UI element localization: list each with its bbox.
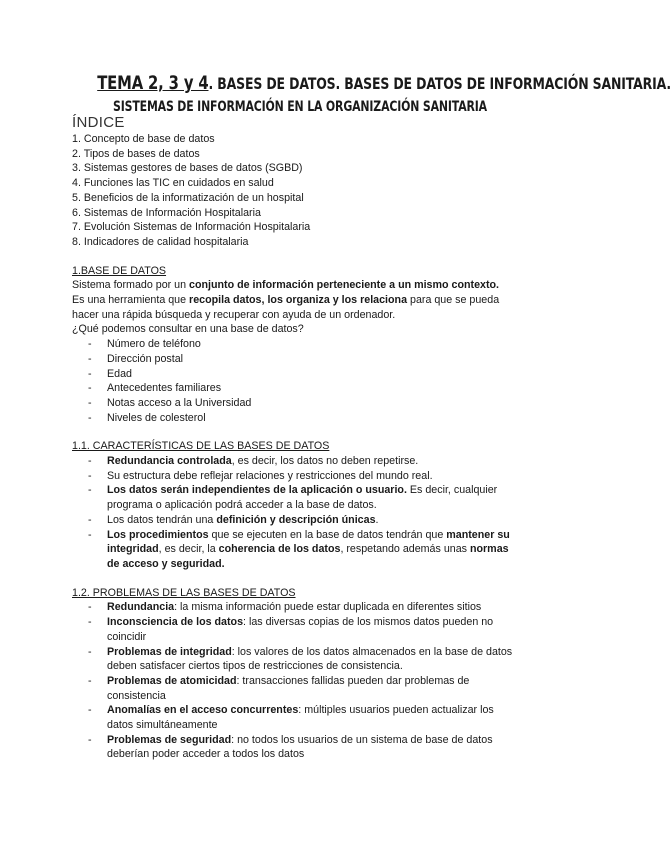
- caracteristicas-list: [72, 454, 522, 572]
- list-item: [72, 645, 522, 674]
- list-item: [72, 454, 522, 469]
- text: Es una herramienta que: [72, 294, 190, 307]
- list-item: - Su estructura debe reflejar relaciones y restricciones del mundo real.: [72, 469, 522, 484]
- list-item: - Niveles de colesterol: [72, 411, 522, 426]
- text: que se ejecuten en la base de datos tendrán que: [208, 528, 447, 541]
- indice-item: 5. Beneficios de la informatización de un hospital: [72, 191, 304, 204]
- bold-text: Anomalías en el acceso concurrentes: [107, 704, 299, 717]
- text: Los datos tendrán una: [107, 513, 217, 526]
- question: ¿Qué podemos consultar en una base de datos?: [72, 323, 304, 336]
- list-item: [72, 615, 522, 644]
- list-item: - Número de teléfono: [72, 337, 522, 352]
- bold-text: Problemas de seguridad: [107, 733, 232, 746]
- text: Sistema formado por un: [72, 279, 190, 292]
- text: Es decir, cualquier programa o aplicación podrá acceder a la base de datos.: [107, 484, 498, 512]
- bold-text: conjunto de información perteneciente a un mismo contexto.: [189, 279, 500, 292]
- indice-list: [72, 132, 522, 250]
- list-item: [72, 674, 522, 703]
- text: para que se pueda hacer una rápida búsqueda y recuperar con ayuda de un ordenador.: [72, 294, 500, 321]
- text: : múltiples usuarios pueden actualizar los datos simultáneamente: [107, 704, 494, 732]
- indice-item: 7. Evolución Sistemas de Información Hospitalaria: [72, 221, 311, 234]
- indice-item: 1. Concepto de base de datos: [72, 133, 215, 145]
- list-item: [72, 733, 522, 762]
- list-item: [72, 703, 522, 732]
- indice-item: 4. Funciones las TIC en cuidados en salud: [72, 177, 274, 190]
- text: , es decir, los datos no deben repetirse.: [231, 455, 419, 468]
- title-line-1: [97, 72, 671, 95]
- indice-item: 2. Tipos de bases de datos: [72, 147, 200, 160]
- bold-text: Inconsciencia de los datos: [107, 616, 244, 629]
- bold-text: Los datos serán independientes de la aplicación o usuario.: [107, 484, 407, 497]
- section-heading-base-de-datos: 1.BASE DE DATOS: [72, 264, 167, 277]
- indice-item: 6. Sistemas de Información Hospitalaria: [72, 206, 261, 219]
- list-item: - Notas acceso a la Universidad: [72, 396, 522, 411]
- bold-text: coherencia de los datos: [218, 543, 341, 556]
- document-title: [40, 72, 671, 117]
- title-line-2: SISTEMAS DE INFORMACIÓN EN LA ORGANIZACIÓN SANITARIA: [113, 99, 487, 115]
- text: : no todos los usuarios de un sistema de base de datos deberían poder acceder a todos los datos: [107, 733, 493, 761]
- list-item: - Antecedentes familiares: [72, 381, 522, 396]
- bold-text: Problemas de integridad: [107, 645, 232, 658]
- title-tema: TEMA 2, 3 y 4: [97, 72, 209, 94]
- bold-text: normas de acceso y seguridad.: [107, 543, 509, 570]
- paragraph: [72, 278, 522, 293]
- section-heading-problemas: 1.2. PROBLEMAS DE LAS BASES DE DATOS: [72, 586, 296, 599]
- text: : transacciones fallidas pueden dar problemas de consistencia: [107, 674, 470, 702]
- indice-item: 8. Indicadores de calidad hospitalaria: [72, 235, 249, 248]
- bold-text: Redundancia: [107, 601, 175, 614]
- bold-text: definición y descripción únicas: [216, 513, 376, 526]
- consult-list: [72, 337, 522, 425]
- bold-text: Los procedimientos: [107, 528, 209, 541]
- bold-text: Redundancia controlada: [107, 455, 232, 468]
- list-item: - Dirección postal: [72, 352, 522, 367]
- bold-text: recopila datos, los organiza y los relaciona: [189, 294, 408, 307]
- problemas-list: [72, 600, 522, 762]
- list-item: [72, 600, 522, 615]
- list-item: [72, 483, 522, 512]
- list-item: - Edad: [72, 367, 522, 382]
- text: : las diversas copias de los mismos datos pueden no coincidir: [107, 616, 494, 643]
- text: : los valores de los datos almacenados en la base de datos deben satisfacer ciertos tipos de restricciones de consistencia.: [107, 645, 513, 673]
- text: , es decir, la: [158, 543, 219, 556]
- document-body: [72, 132, 522, 762]
- list-item: [72, 528, 522, 572]
- list-item: [72, 513, 522, 528]
- bold-text: Problemas de atomicidad: [107, 674, 237, 687]
- bold-text: mantener su integridad: [107, 528, 510, 556]
- text: : la misma información puede estar duplicada en diferentes sitios: [174, 601, 482, 614]
- paragraph: [72, 293, 522, 322]
- text: , respetando además unas: [340, 543, 470, 556]
- text: .: [375, 513, 379, 526]
- indice-heading: ÍNDICE: [72, 114, 125, 131]
- indice-item: 3. Sistemas gestores de bases de datos (SGBD): [72, 162, 303, 175]
- title-line-1-rest: . BASES DE DATOS. BASES DE DATOS DE INFORMACIÓN SANITARIA.: [208, 74, 671, 93]
- section-heading-caracteristicas: 1.1. CARACTERÍSTICAS DE LAS BASES DE DATOS: [72, 440, 330, 453]
